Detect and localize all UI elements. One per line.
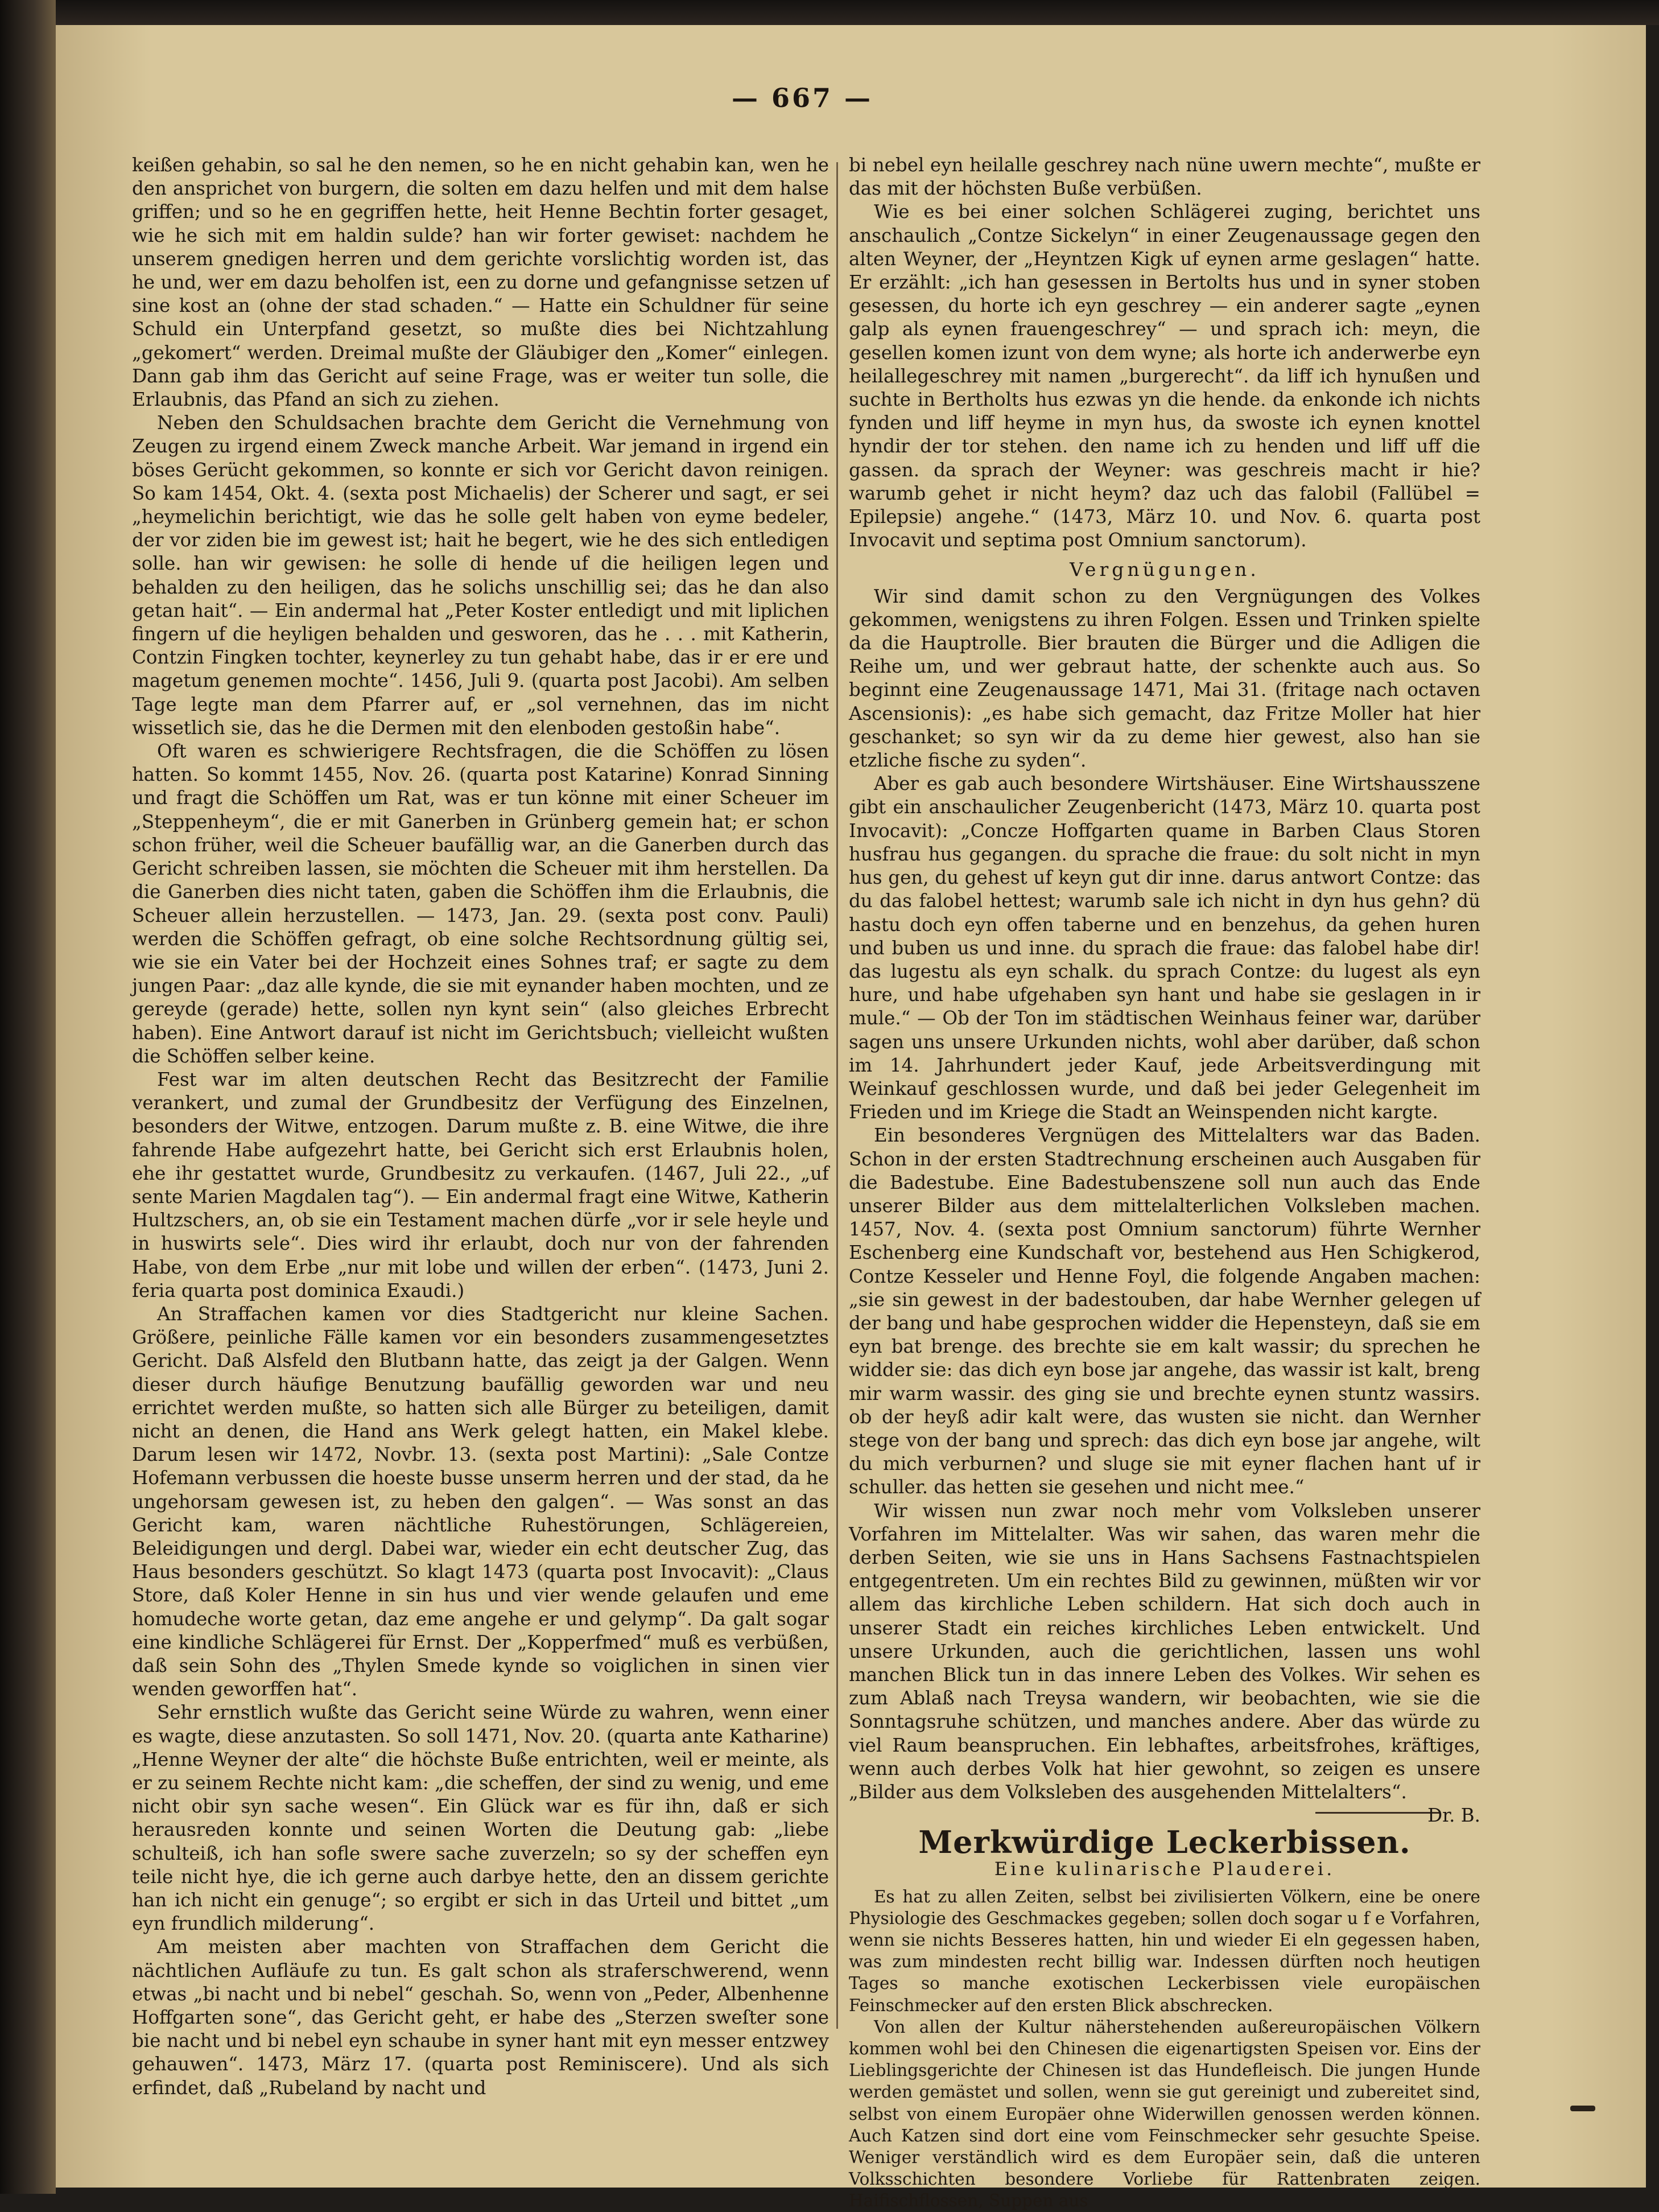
paragraph: Wir sind damit schon zu den Vergnügungen des Volkes gekommen, wenigstens zu ihren Folgen. Essen und Trinken spielte da die Hauptrolle. Bier brauten die Bürger und die Adligen die Reihe um, und wer gebraut hatte, der schenkte auch aus. So beginnt eine Zeugenaussage 1471, Mai 31. (fritage nach octaven Ascensionis): „es habe sich gemacht, daz Fritze Moller hat hier geschanket; so syn wir da zu deme hier gewest, also han sie etzliche fische zu syden“. (849, 585, 1480, 772)
paragraph: Neben den Schuldsachen brachte dem Gericht die Vernehmung von Zeugen zu irgend einem Zweck manche Arbeit. War jemand in irgend ein böses Gerücht gekommen, so konnte er sich vor Gericht davon reinigen. So kam 1454, Okt. 4. (sexta post Michaelis) der Scherer und sagt, er sei „heymelichin berichtigt, wie das he solle gelt haben von eyme bedeler, der vor ziden bie im gewest ist; hait he begert, wie he des sich entledigen solle. han wir gewisen: he solle di hende uf die heiligen legen und behalden zu den heiligen, das he solichs unschillig sei; das he dan also getan hait“. — Ein andermal hat „Peter Koster entledigt und mit liplichen fingern uf die heyligen behalden und gesworen, das he . . . mit Katherin, Contzin Fingken tochter, keynerley zu tun gehabt habe, das ir er ere und magetum genemen mochte“. 1456, Juli 9. (quarta post Jacobi). Am selben Tage legte man dem Pfarrer auf, er „sol vernehnen, das im nicht wissetlich sie, das he die Dermen mit den elenboden gestoßin habe“. (132, 412, 829, 739)
left-column (132, 154, 829, 2099)
paragraph: Aber es gab auch besondere Wirtshäuser. Eine Wirtshausszene gibt ein anschaulicher Zeugenbericht (1473, März 10. quarta post Invocavit): „Concze Hoffgarten quame in Barben Claus Storen husfrau hus gegangen. du sprache die fraue: du solt nicht in myn hus gen, du gehest uf keyn gut dir inne. darus antwort Contze: das du das falobel hettest; warumb sale ich nicht in dyn hus gehn? dü hastu doch eyn offen taberne und en benzehus, da gehen huren und buben us und inne. du sprach die fraue: das falobel habe dir! das lugestu als eyn schalk. du sprach Contze: du lugest als eyn hure, und habe ufgehaben syn hant und habe sie geslagen in ir mule.“ — Ob der Ton im städtischen Weinhaus feiner war, darüber sagen uns unsere Urkunden nichts, wohl aber darüber, daß schon im 14. Jahrhundert jeder Kauf, jede Arbeitsverdingung mit Weinkauf geschlossen wurde, und daß bei jeder Gelegenheit im Frieden und im Kriege die Stadt an Weinspenden nicht kargte. (849, 773, 1480, 1123)
paragraph: Wie es bei einer solchen Schlägerei zuging, berichtet uns anschaulich „Contze Sickelyn“ in einer Zeugenaussage gegen den alten Weyner, der „Heyntzen Kigk uf eynen arme geslagen“ hatte. Er erzählt: „ich han gesessen in Bertolts hus und in syner stoben gesessen, du horte ich eyn geschrey — ein anderer sagte „eynen galp als eynen frauengeschrey“ — und sprach ich: meyn, die gesellen komen izunt von dem wyne; als horte ich anderwerbe eyn heilallegeschrey mit namen „burgerecht“. da liff ich hynußen und suchte in Bertholts hus ezwas yn die hende. da enkonde ich nichts fynden und liff heyme in myn hus, da swoste ich eynen knottel hyndir der tor stehen. den name ich zu henden und liff uff die gassen. da sprach der Weyner: was geschreis macht ir hie? warumb gehet ir nicht heym? daz uch das falobil (Fallübel = Epilepsie) angehe.“ (1473, März 10. und Nov. 6. quarta post Invocavit und septima post Omnium sanctorum). (849, 201, 1480, 551)
paragraph: Sehr ernstlich wußte das Gericht seine Würde zu wahren, wenn einer es wagte, diese anzutasten. So soll 1471, Nov. 20. (quarta ante Katharine) „Henne Weyner der alte“ die höchste Buße entrichten, weil er meinte, als er zu seinem Rechte nicht kam: „die scheffen, der sind zu wenig, und eme nicht obir syn sache wesen“. Ein Glück war es für ihn, daß er sich herausreden konnte und seinen Worten die Deutung gab: „liebe schulteiß, ich han sofle swere sache zuverzeln; so sy der scheffen eyn teile nicht hye, die ich gerne auch darbye hette, den an dissem gerichte han ich nicht ein genuge“; so ergibt er sich in das Urteil und bittet „um eyn frundlich milderung“. (132, 1702, 829, 1935)
paragraph: Am meisten aber machten von Straffachen dem Gericht die nächtlichen Aufläufe zu tun. Es galt schon als straferschwerend, wenn etwas „bi nacht und bi nebel“ geschah. So, wenn von „Peder, Albenhenne Hoffgarten sone“, das Gericht geht, er habe des „Sterzen sweſter sone bie nacht und bi nebel eyn schaube in syner hant mit eyn messer entzwey gehauwen“. 1473, März 17. (quarta post Reminiscere). Und als sich erfindet, daß „Rubeland by nacht und (132, 1936, 829, 2099)
book-spine (0, 0, 56, 2194)
paragraph: Es hat zu allen Zeiten, selbst bei zivilisierten Völkern, eine be onere Physiologie des Geschmackes gegeben; sollen doch sogar u f e Vorfahren, wenn sie nichts Besseres hatten, hin und wieder Ei eln gegessen haben, was zum mindesten recht billig war. Indessen dürften noch heutigen Tages so manche exotischen Leckerbissen viele europäischen Feinschmecker auf den ersten Blick abschrecken. (849, 1886, 1480, 2015)
paragraph: bi nebel eyn heilalle geschrey nach nüne uwern mechte“, mußte er das mit der höchsten Buße verbüßen. (849, 154, 1480, 200)
right-column (849, 154, 1480, 2211)
paragraph: Von allen der Kultur näherstehenden außereuropäischen Völkern kommen wohl bei den Chinesen die eigenartigsten Speisen vor. Eins der Lieblingsgerichte der Chinesen ist das Hundefleisch. Die jungen Hunde werden gemästet und sollen, wenn sie gut gereinigt und zubereitet sind, selbst von einem Europäer ohne Widerwillen genossen werden können. Auch Katzen sind dort eine vom Feinschmecker sehr gesuchte Speise. Weniger verständlich wird es dem Europäer sein, daß die unteren Volksschichten besondere Vorliebe für Rattenbraten zeigen. Haifischflossen, Suppen aus (849, 2017, 1480, 2211)
article-subtitle: Eine kulinarische Plauderei. (994, 1858, 1335, 1880)
article-separator (1315, 1812, 1441, 1814)
top-edge (56, 0, 1659, 25)
section-heading: Vergnügungen. (1070, 558, 1260, 581)
author: Dr. B. (1427, 1805, 1480, 1827)
ink-mark (1570, 2106, 1595, 2111)
paragraph: An Straffachen kamen vor dies Stadtgericht nur kleine Sachen. Größere, peinliche Fälle kamen vor ein besonders zusammengesetztes Gericht. Daß Alsfeld den Blutbann hatte, das zeigt ja der Galgen. Wenn dieser durch häufige Benutzung baufällig geworden war und neu errichtet werden mußte, so hatten sich alle Bürger zu beteiligen, damit nicht an denen, die Hand ans Werk gelegt hatten, ein Makel klebe. Darum lesen wir 1472, Novbr. 13. (sexta post Martini): „Sale Contze Hofemann verbussen die hoeste busse unserm herren und der stad, da he ungehorsam gewesen ist, zu heben den galgen“. — Was sonst an das Gericht kam, waren nächtliche Ruhestörungen, Schlägereien, Beleidigungen und dergl. Dabei war, wieder ein echt deutscher Zug, das Haus besonders geschützt. So klagt 1473 (quarta post Invocavit): „Claus Store, daß Koler Henne in sin hus und vier wende gelaufen und eme homudeche worte getan, daz eme angehe er und gelymp“. Da galt sogar eine kindliche Schlägerei für Ernst. Der „Kopperfmed“ muß es verbüßen, daß sein Sohn des „Thylen Smede kynde so voiglichen in sinen vier wenden geworffen hat“. (132, 1303, 829, 1700)
paragraph: Fest war im alten deutschen Recht das Besitzrecht der Familie verankert, und zumal der Grundbesitz der Verfügung des Einzelnen, besonders der Witwe, entzogen. Darum mußte z. B. eine Witwe, die ihre fahrende Habe aufgezehrt hatte, bei Gericht sich erst Erlaubnis holen, ehe ihr gestattet wurde, Grundbesitz zu verkaufen. (1467, Juli 22., „uf sente Marien Magdalen tag“). — Ein andermal fragt eine Witwe, Katherin Hultzschers, an, ob sie ein Testament machen dürfe „vor ir sele heyle und in huswirts sele“. Dies wird ihr erlaubt, doch nur von der fahrenden Habe, von dem Erbe „nur mit lobe und willen der erben“. (1473, Juni 2. feria quarta post dominica Exaudi.) (132, 1068, 829, 1301)
paragraph: Wir wissen nun zwar noch mehr vom Volksleben unserer Vorfahren im Mittelalter. Was wir sahen, das waren mehr die derben Seiten, wie sie uns in Hans Sachsens Fastnachtspielen entgegentreten. Um ein rechtes Bild zu gewinnen, müßten wir vor allem das kirchliche Leben schildern. Hat sich doch auch in unserer Stadt ein reiches kirchliches Leben entwickelt. Und unsere Urkunden, auch die gerichtlichen, lassen uns wohl manchen Blick tun in das innere Leben des Volkes. Wir sehen es zum Ablaß nach Treysa wandern, wir beobachten, wie sie die Sonntagsruhe schützen, und manches andere. Aber das würde zu viel Raum beanspruchen. Ein lebhaftes, arbeitsfrohes, kräftiges, wenn auch derbes Volk hat hier gewohnt, so zeigen es unsere „Bilder aus dem Volksleben des ausgehenden Mittelalters“. (849, 1500, 1480, 1803)
paragraph: Oft waren es schwierigere Rechtsfragen, die die Schöffen zu lösen hatten. So kommt 1455, Nov. 26. (quarta post Katarine) Konrad Sinning und fragt die Schöffen um Rat, was er tun könne mit einer Scheuer im „Steppenheym“, die er mit Ganerben in Grünberg gemein hat; er schon schon früher, weil die Scheuer baufällig war, an die Ganerben durch das Gericht schreiben lassen, sie möchten die Scheuer mit ihm herstellen. Da die Ganerben dies nicht taten, gaben die Schöffen ihm die Erlaubnis, die Scheuer allein herzustellen. — 1473, Jan. 29. (sexta post conv. Pauli) werden die Schöffen gefragt, ob eine solche Rechtsordnung gültig sei, wie sie ein Vater bei der Hochzeit eines Sohnes traf; er sagte zu dem jungen Paar: „daz alle kynde, die sie mit eynander haben mochten, und ze gereyde (gerade) hette, sollen nyn kynt sein“ (also gleiches Erbrecht haben). Eine Antwort darauf ist nicht im Gerichtsbuch; vielleicht wußten die Schöffen selber keine. (132, 740, 829, 1067)
paragraph: Ein besonderes Vergnügen des Mittelalters war das Baden. Schon in der ersten Stadtrechnung erscheinen auch Ausgaben für die Badestube. Eine Badestubenszene soll nun auch das Ende unserer Bilder aus dem mittelalterlichen Volksleben machen. 1457, Nov. 4. (sexta post Omnium sanctorum) führte Wernher Eschenberg eine Kundschaft vor, bestehend aus Hen Schigkerod, Contze Kesseler und Henne Foyl, die folgende Angaben machen: „sie sin gewest in der badestouben, dar habe Wernher gelegen uf der bang und habe gesprochen widder die Hepensteyn, daß sie em eyn bat brenge. des brechte sie em kalt wassir; du sprechen he widder sie: das dich eyn bose jar angehe, das wassir ist kalt, breng mir warm wassir. des ging sie und brechte eynen stuntz wassirs. ob der heyß adir kalt were, das wusten sie nicht. dan Wernher stege von der bang und sprech: das dich eyn bose jar angehe, wilt du mich verburnen? und sluge sie mit eyner flachen hant uf ir schuller. das hetten sie gesehen und nicht mee.“ (849, 1124, 1480, 1498)
column-divider (836, 162, 838, 2029)
page-number: — 667 — (731, 83, 873, 113)
paragraph: keißen gehabin, so sal he den nemen, so he en nicht gehabin kan, wen he den ansprichet von burgern, die solten em dazu helfen und mit dem halse griffen; und so he en gegriffen hette, heit Henne Bechtin forter gesaget, wie he sich mit em haldin sulde? han wir forter gewiset: nachdem he unserem gnedigen herren und dem gerichte vorslichtig worden ist, das he und, wer em dazu beholfen ist, een zu dorne und gefangnisse setzen uf sine kost an (ohne der stad schaden.“ — Hatte ein Schuldner für seine Schuld ein Unterpfand gesetzt, so mußte dies bei Nichtzahlung „gekomert“ werden. Dreimal mußte der Gläubiger den „Komer“ einlegen. Dann gab ihm das Gericht auf seine Frage, was er weiter tun solle, die Erlaubnis, das Pfand an sich zu ziehen. (132, 154, 829, 411)
article-title: Merkwürdige Leckerbissen. (918, 1824, 1411, 1861)
